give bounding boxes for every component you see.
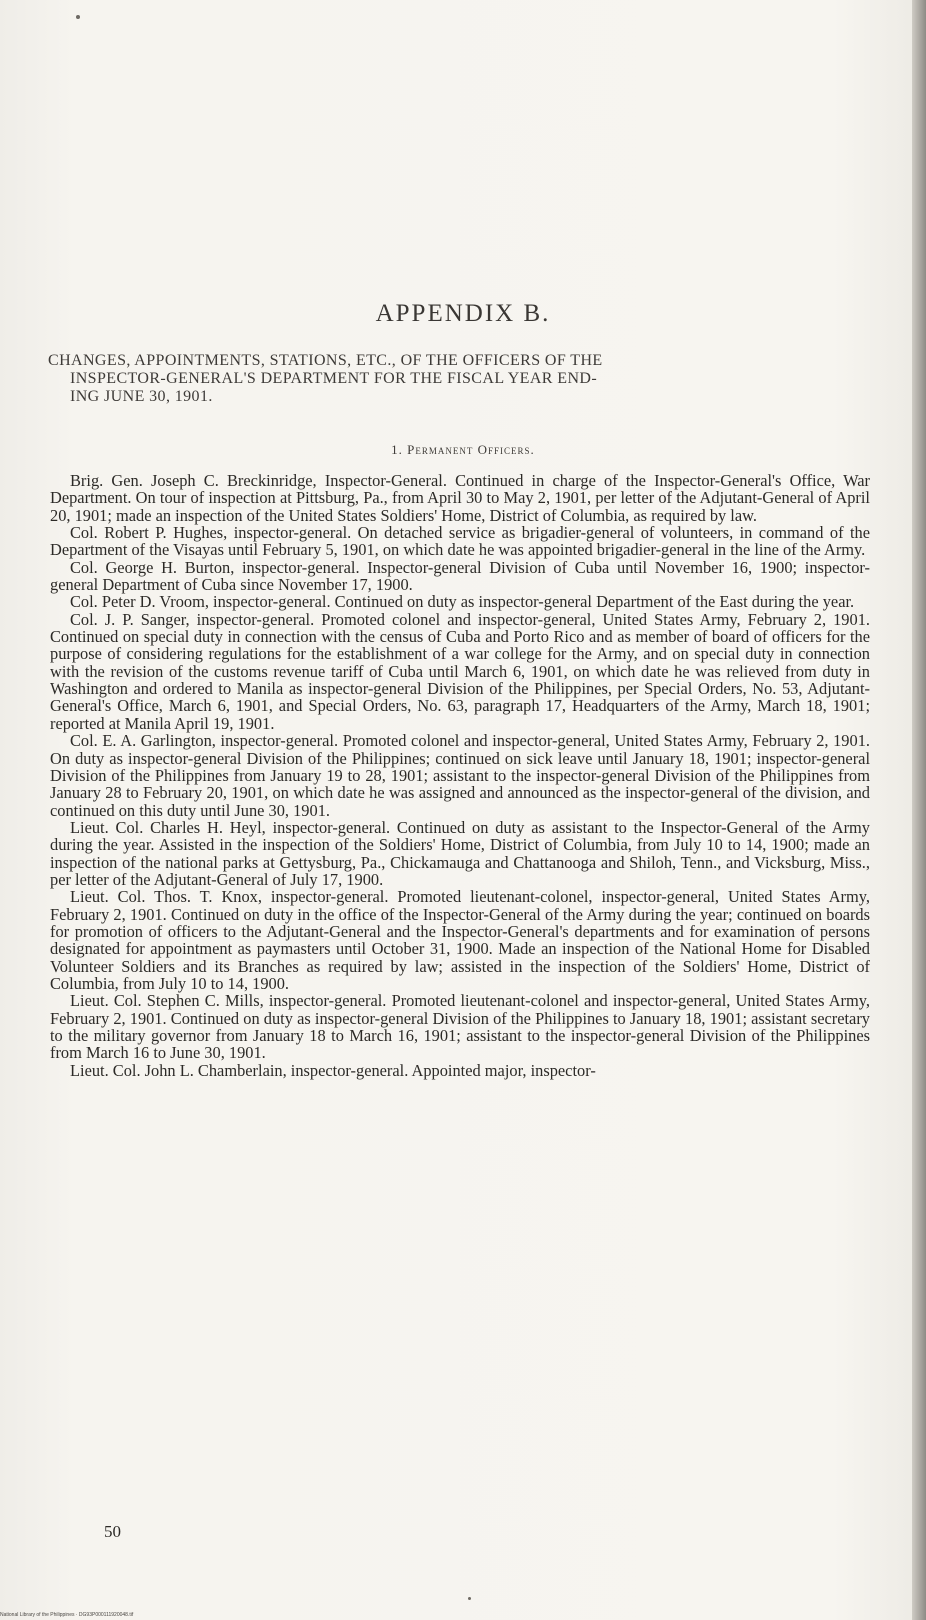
- scan-speck: [76, 15, 80, 19]
- paragraph-breckinridge: Brig. Gen. Joseph C. Breckinridge, Inspector-General. Continued in charge of the Inspector-General's Office, War Department. On tour of inspection at Pittsburg, Pa., from April 30 to May 2, 1901, per letter of the Adjutant-General of April 20, 1901; made an inspection of the United States Soldiers' Home, District of Columbia, as required by law.: [50, 471, 870, 525]
- appendix-heading: [48, 352, 868, 406]
- paragraph-vroom: Col. Peter D. Vroom, inspector-general. Continued on duty as inspector-general Department of the East during the year.: [70, 592, 855, 612]
- paragraph-chamberlain: Lieut. Col. John L. Chamberlain, inspector-general. Appointed major, inspector-: [70, 1060, 596, 1080]
- paragraph-hughes: Col. Robert P. Hughes, inspector-general. On detached service as brigadier-general of volunteers, in command of the Department of the Visayas until February 5, 1901, on which date he was appointed brigadier-general in the line of the Army.: [50, 523, 870, 560]
- paragraph-burton: Col. George H. Burton, inspector-general. Inspector-general Division of Cuba until November 16, 1900; inspector-general Department of Cuba since November 17, 1900.: [50, 557, 870, 595]
- heading-line: INSPECTOR-GENERAL'S DEPARTMENT FOR THE FISCAL YEAR END-: [70, 370, 598, 387]
- paragraph-garlington: Col. E. A. Garlington, inspector-general. Promoted colonel and inspector-general, United States Army, February 2, 1901. On duty as inspector-general Division of the Philippines; continued on sick leave until January 18, 1901; inspector-general Division of the Philippines from January 19 to 28, 1901; assistant to the inspector-general Division of the Philippines from January 28 to February 20, 1901, on which date he was assigned and announced as the inspector-general of the division, and continued on this duty until June 30, 1901.: [50, 731, 870, 820]
- page-edge-shadow: [912, 0, 926, 1620]
- paragraph-knox: Lieut. Col. Thos. T. Knox, inspector-general. Promoted lieutenant-colonel, inspector-general, United States Army, February 2, 1901. Continued on duty in the office of the Inspector-General of the Army during the year; continued on boards for promotion of officers to the Adjutant-General and the Inspector-General's departments and for examination of persons designated for appointment as paymasters until October 31, 1900. Made an inspection of the National Home for Disabled Volunteer Soldiers and its Branches as required by law; assisted in the inspection of the Soldiers' Home, District of Columbia, from July 10 to 14, 1900.: [50, 887, 870, 993]
- paragraph-heyl: Lieut. Col. Charles H. Heyl, inspector-general. Continued on duty as assistant to the Inspector-General of the Army during the year. Assisted in the inspection of the Soldiers' Home, District of Columbia, from July 10 to 14, 1900; made an inspection of the national parks at Gettysburg, Pa., Chickamauga and Chattanooga and Shiloh, Tenn., and Vicksburg, Miss., per letter of the Adjutant-General of July 17, 1900.: [50, 817, 870, 889]
- body-text: [50, 472, 870, 1079]
- heading-line: ING JUNE 30, 1901.: [70, 388, 213, 405]
- paragraph-sanger: Col. J. P. Sanger, inspector-general. Promoted colonel and inspector-general, United States Army, February 2, 1901. Continued on special duty in connection with the census of Cuba and Porto Rico and as member of board of officers for the purpose of considering regulations for the establishment of a war college for the Army, and on special duty in connection with the revision of the customs revenue tariff of Cuba until March 6, 1901, on which date he was relieved from duty in Washington and ordered to Manila as inspector-general Division of the Philippines, per Special Orders, No. 53, Adjutant-General's Office, March 6, 1901, and Special Orders, No. 63, paragraph 17, Headquarters of the Army, March 18, 1901; reported at Manila April 19, 1901.: [50, 609, 870, 733]
- page-number: 50: [104, 1522, 121, 1541]
- appendix-title: APPENDIX B.: [375, 300, 551, 327]
- section-heading: 1. Permanent Officers.: [391, 442, 535, 457]
- heading-line: CHANGES, APPOINTMENTS, STATIONS, ETC., OF THE OFFICERS OF THE: [48, 352, 603, 369]
- scan-credit: National Library of the Philippines · DG93P000111920048.tif: [0, 1612, 134, 1618]
- paragraph-mills: Lieut. Col. Stephen C. Mills, inspector-general. Promoted lieutenant-colonel and inspector-general, United States Army, February 2, 1901. Continued on duty as inspector-general Division of the Philippines to January 18, 1901; assistant secretary to the military governor from January 18 to March 16, 1901; assistant to the inspector-general Division of the Philippines from March 16 to June 30, 1901.: [50, 991, 870, 1063]
- scan-speck: [468, 1597, 471, 1600]
